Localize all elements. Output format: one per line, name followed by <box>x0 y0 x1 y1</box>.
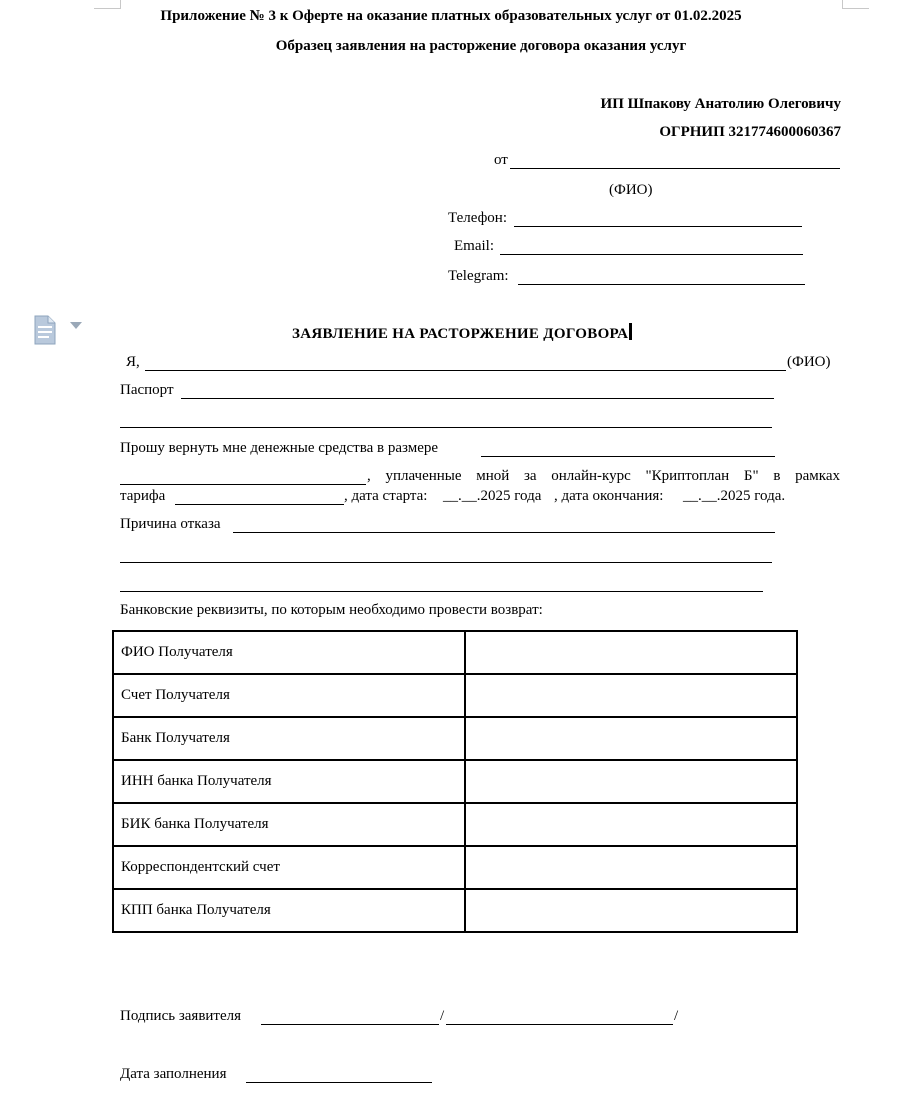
bank-field-value[interactable] <box>465 846 797 889</box>
paid-text: , уплаченные мной за онлайн-курс "Криптоплан Б" в рамках <box>367 468 840 484</box>
applicant-fio-line[interactable] <box>145 370 786 371</box>
signature-line[interactable] <box>261 1024 439 1025</box>
start-date-field[interactable]: __.__.2025 года <box>443 488 542 504</box>
bank-field-label: ФИО Получателя <box>113 631 465 674</box>
end-date-label: , дата окончания: <box>554 488 664 504</box>
fio-hint: (ФИО) <box>609 182 653 198</box>
addressee-ogrnip: ОГРНИП 321774600060367 <box>659 124 841 140</box>
email-line[interactable] <box>500 254 803 255</box>
bank-field-label: ИНН банка Получателя <box>113 760 465 803</box>
table-row <box>113 717 797 760</box>
signature-name-line[interactable] <box>446 1024 673 1025</box>
table-row <box>113 846 797 889</box>
reason-label: Причина отказа <box>120 516 221 532</box>
bank-field-value[interactable] <box>465 803 797 846</box>
applicant-fio-suffix: (ФИО) <box>787 354 831 370</box>
bank-field-value[interactable] <box>465 674 797 717</box>
refund-amount-line[interactable] <box>481 456 775 457</box>
bank-intro: Банковские реквизиты, по которым необходимо провести возврат: <box>120 602 543 618</box>
refund-amount-words-line[interactable] <box>120 484 366 485</box>
date-filled-line[interactable] <box>246 1082 432 1083</box>
start-date-label: , дата старта: <box>344 488 428 504</box>
email-label: Email: <box>454 238 494 254</box>
phone-line[interactable] <box>514 226 802 227</box>
bank-field-label: Счет Получателя <box>113 674 465 717</box>
paste-options-icon[interactable] <box>33 314 61 346</box>
signature-label: Подпись заявителя <box>120 1008 242 1024</box>
reason-line-2[interactable] <box>120 562 772 563</box>
reason-line-1[interactable] <box>233 532 775 533</box>
table-row <box>113 803 797 846</box>
bank-field-label: КПП банка Получателя <box>113 889 465 932</box>
table-row <box>113 674 797 717</box>
refund-label: Прошу вернуть мне денежные средства в размере <box>120 440 439 456</box>
bank-field-value[interactable] <box>465 631 797 674</box>
table-row <box>113 760 797 803</box>
telegram-line[interactable] <box>518 284 805 285</box>
reason-line-3[interactable] <box>120 591 763 592</box>
statement-title: ЗАЯВЛЕНИЕ НА РАСТОРЖЕНИЕ ДОГОВОРА <box>292 323 632 343</box>
telegram-label: Telegram: <box>448 268 509 284</box>
table-row <box>113 889 797 932</box>
passport-line-2[interactable] <box>120 427 772 428</box>
addressee-name: ИП Шпакову Анатолию Олеговичу <box>600 96 841 112</box>
form-title: Образец заявления на расторжение договора оказания услуг <box>275 38 687 54</box>
tariff-label: тарифа <box>120 488 166 504</box>
chevron-down-icon[interactable] <box>70 322 82 329</box>
phone-label: Телефон: <box>448 210 507 226</box>
appendix-title: Приложение № 3 к Оферте на оказание платных образовательных услуг от 01.02.2025 <box>160 8 742 24</box>
from-label: от <box>494 152 508 168</box>
text-cursor <box>629 323 632 340</box>
bank-details-table <box>112 630 798 933</box>
end-date-field[interactable]: __.__.2025 года. <box>683 488 786 504</box>
bank-field-label: Корреспондентский счет <box>113 846 465 889</box>
table-row <box>113 631 797 674</box>
from-fio-line[interactable] <box>510 168 840 169</box>
signature-slash-2: / <box>674 1008 679 1024</box>
bank-field-label: БИК банка Получателя <box>113 803 465 846</box>
passport-label: Паспорт <box>120 382 174 398</box>
bank-field-value[interactable] <box>465 760 797 803</box>
tariff-line[interactable] <box>175 504 344 505</box>
bank-field-label: Банк Получателя <box>113 717 465 760</box>
bank-field-value[interactable] <box>465 717 797 760</box>
bank-field-value[interactable] <box>465 889 797 932</box>
signature-slash-1: / <box>440 1008 445 1024</box>
date-filled-label: Дата заполнения <box>120 1066 227 1082</box>
i-label: Я, <box>126 354 140 370</box>
passport-line-1[interactable] <box>181 398 774 399</box>
